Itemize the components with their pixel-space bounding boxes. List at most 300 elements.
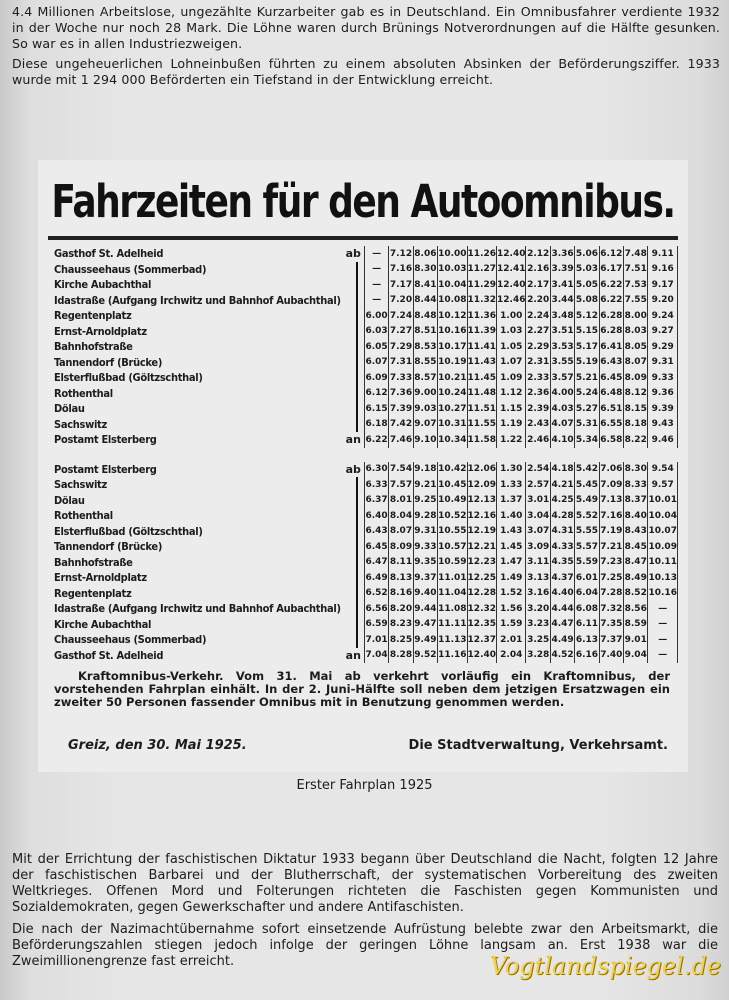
- departure-time: 11.26: [467, 246, 496, 262]
- departure-time: 12.16: [467, 508, 496, 524]
- timetable-row: [54, 570, 678, 586]
- departure-time: 6.00: [364, 308, 388, 324]
- departure-time: 11.16: [438, 648, 467, 664]
- departure-time: 7.17: [389, 277, 413, 293]
- departure-time: 12.35: [467, 617, 496, 633]
- departure-time: 4.31: [550, 524, 574, 540]
- departure-time: 5.24: [575, 386, 599, 402]
- departure-time: 3.39: [550, 262, 574, 278]
- departure-time: —: [364, 277, 388, 293]
- departure-time: 9.36: [648, 386, 678, 402]
- stop-name: Elsterflußbad (Göltzschthal): [54, 371, 203, 385]
- departure-time: 6.59: [364, 617, 388, 633]
- arrival-departure-mark: [344, 570, 364, 586]
- departure-time: 12.21: [467, 539, 496, 555]
- departure-time: 7.39: [389, 401, 413, 417]
- departure-time: 8.13: [389, 570, 413, 586]
- departure-time: 8.41: [413, 277, 437, 293]
- departure-time: 2.54: [526, 462, 550, 478]
- departure-time: 9.39: [648, 401, 678, 417]
- departure-time: 9.46: [648, 432, 678, 448]
- departure-time: 3.11: [526, 555, 550, 571]
- stop-name: Tannendorf (Brücke): [54, 540, 163, 554]
- timetable-row: [54, 277, 678, 293]
- departure-time: 11.36: [467, 308, 496, 324]
- departure-time: 7.36: [389, 386, 413, 402]
- departure-time: 4.37: [550, 570, 574, 586]
- departure-time: 12.13: [467, 493, 496, 509]
- departure-time: 9.24: [648, 308, 678, 324]
- departure-time: 1.12: [497, 386, 526, 402]
- departure-time: 12.06: [467, 462, 496, 478]
- departure-time: 7.35: [599, 617, 623, 633]
- departure-time: 10.59: [438, 555, 467, 571]
- stop-name: Dölau: [54, 493, 85, 507]
- outro-paragraph-1: Mit der Errichtung der faschistischen Diktatur 1933 begann über Deutschland die Nacht, folgten 12 Jahre der faschistischen Barbarei und der Blutherrschaft, der systematischen Vorbereitung des zweiten Weltkrieges. Offenen Mord und Folterungen richteten die Faschisten gegen Kommunisten und Sozialdemokraten, gegen Gewerkschafter und andere Antifaschisten.: [12, 852, 718, 915]
- watermark: Vogtlandspiegel.de: [489, 952, 721, 980]
- departure-time: 11.55: [467, 417, 496, 433]
- departure-time: 11.04: [438, 586, 467, 602]
- departure-time: —: [364, 246, 388, 262]
- timetable-row: [54, 324, 678, 340]
- departure-time: 4.40: [550, 586, 574, 602]
- departure-time: 6.51: [599, 401, 623, 417]
- departure-time: 12.28: [467, 586, 496, 602]
- departure-time: 6.11: [575, 617, 599, 633]
- arrival-departure-mark: an: [345, 433, 361, 447]
- departure-time: 8.16: [389, 586, 413, 602]
- departure-time: 6.45: [364, 539, 388, 555]
- departure-time: 7.28: [599, 586, 623, 602]
- departure-time: 5.45: [575, 477, 599, 493]
- stop-name: Bahnhofstraße: [54, 555, 133, 569]
- departure-time: 12.19: [467, 524, 496, 540]
- departure-time: 6.45: [599, 370, 623, 386]
- departure-time: 8.28: [389, 648, 413, 664]
- departure-time: 9.33: [413, 539, 437, 555]
- stop-name: Elsterflußbad (Göltzschthal): [54, 524, 203, 538]
- departure-time: 9.00: [413, 386, 437, 402]
- departure-time: 6.09: [364, 370, 388, 386]
- stop-name: Regentenplatz: [54, 586, 132, 600]
- stop-name: Kirche Aubachthal: [54, 278, 152, 292]
- departure-time: 8.20: [389, 601, 413, 617]
- departure-time: 7.33: [389, 370, 413, 386]
- arrival-departure-mark: [344, 386, 364, 402]
- arrival-departure-mark: [344, 477, 364, 493]
- departure-time: 11.08: [438, 601, 467, 617]
- timetable-row: [54, 632, 678, 648]
- arrival-departure-mark: [344, 493, 364, 509]
- arrival-departure-mark: [344, 370, 364, 386]
- stop-name: Rothenthal: [54, 386, 113, 400]
- departure-time: 9.27: [648, 324, 678, 340]
- departure-time: 4.00: [550, 386, 574, 402]
- stop-name: Gasthof St. Adelheid: [54, 648, 164, 662]
- departure-time: 12.32: [467, 601, 496, 617]
- departure-time: 5.27: [575, 401, 599, 417]
- timetable-row: [54, 586, 678, 602]
- departure-time: 9.28: [413, 508, 437, 524]
- departure-time: 7.16: [599, 508, 623, 524]
- notice-text: [54, 670, 670, 709]
- departure-time: 10.27: [438, 401, 467, 417]
- departure-time: 6.03: [364, 324, 388, 340]
- departure-time: 6.22: [364, 432, 388, 448]
- departure-time: 8.57: [413, 370, 437, 386]
- figure-caption: Erster Fahrplan 1925: [296, 778, 433, 793]
- departure-time: —: [364, 262, 388, 278]
- departure-time: 12.40: [497, 277, 526, 293]
- departure-time: 5.34: [575, 432, 599, 448]
- departure-time: 2.43: [526, 417, 550, 433]
- place-date: Greiz, den 30. Mai 1925.: [68, 738, 247, 753]
- signature: Die Stadtverwaltung, Verkehrsamt.: [408, 738, 668, 753]
- departure-time: 3.57: [550, 370, 574, 386]
- departure-time: 10.17: [438, 339, 467, 355]
- departure-time: 9.10: [413, 432, 437, 448]
- departure-time: 3.01: [526, 493, 550, 509]
- arrival-departure-mark: [344, 617, 364, 633]
- departure-time: 8.56: [624, 601, 648, 617]
- departure-time: 12.37: [467, 632, 496, 648]
- timetable-row: [54, 601, 678, 617]
- departure-time: 3.36: [550, 246, 574, 262]
- departure-time: 11.45: [467, 370, 496, 386]
- stop-name: Postamt Elsterberg: [54, 462, 157, 476]
- departure-time: 7.48: [624, 246, 648, 262]
- departure-time: 9.07: [413, 417, 437, 433]
- stop-name: Ernst-Arnoldplatz: [54, 324, 147, 338]
- departure-time: 9.11: [648, 246, 678, 262]
- departure-time: 2.24: [526, 308, 550, 324]
- departure-time: 7.09: [599, 477, 623, 493]
- departure-time: 6.12: [599, 246, 623, 262]
- departure-time: 8.45: [624, 539, 648, 555]
- departure-time: 3.20: [526, 601, 550, 617]
- departure-time: 5.59: [575, 555, 599, 571]
- departure-time: 3.41: [550, 277, 574, 293]
- departure-time: 11.48: [467, 386, 496, 402]
- section-gap-cell: [54, 448, 678, 462]
- departure-time: 10.21: [438, 370, 467, 386]
- departure-time: 7.53: [624, 277, 648, 293]
- departure-time: 6.13: [575, 632, 599, 648]
- departure-time: 4.35: [550, 555, 574, 571]
- departure-time: 4.49: [550, 632, 574, 648]
- departure-time: 9.31: [413, 524, 437, 540]
- departure-time: 7.04: [364, 648, 388, 664]
- departure-time: 3.07: [526, 524, 550, 540]
- intro-paragraph-1: 4.4 Millionen Arbeitslose, ungezählte Kurzarbeiter gab es in Deutschland. Ein Omnibusfahrer verdiente 1932 in der Woche nur noch 28 Mark. Die Löhne waren durch Brünings Notverordnungen auf die Hälfte gesunken. So war es in allen Industriezweigen.: [12, 4, 720, 51]
- departure-time: 6.05: [364, 339, 388, 355]
- departure-time: 9.49: [413, 632, 437, 648]
- departure-time: 1.19: [497, 417, 526, 433]
- departure-time: 4.07: [550, 417, 574, 433]
- departure-time: 3.48: [550, 308, 574, 324]
- departure-time: 7.51: [624, 262, 648, 278]
- timetable-row: [54, 508, 678, 524]
- timetable-row: [54, 308, 678, 324]
- departure-time: 9.40: [413, 586, 437, 602]
- arrival-departure-mark: [344, 586, 364, 602]
- departure-time: 8.06: [413, 246, 437, 262]
- departure-time: 8.23: [389, 617, 413, 633]
- departure-time: 7.54: [389, 462, 413, 478]
- stop-name: Dölau: [54, 402, 85, 416]
- stop-name: Bahnhofstraße: [54, 340, 133, 354]
- departure-time: 6.43: [364, 524, 388, 540]
- departure-time: 10.04: [438, 277, 467, 293]
- departure-time: 8.30: [413, 262, 437, 278]
- departure-time: 8.11: [389, 555, 413, 571]
- departure-time: 10.57: [438, 539, 467, 555]
- section-gap: [54, 448, 678, 462]
- arrival-departure-mark: an: [345, 648, 361, 662]
- departure-time: 6.37: [364, 493, 388, 509]
- departure-time: 2.01: [497, 632, 526, 648]
- departure-time: 11.39: [467, 324, 496, 340]
- timetable-body: [54, 246, 678, 663]
- stop-name: Idastraße (Aufgang Irchwitz und Bahnhof Aubachthal): [54, 602, 341, 616]
- departure-time: 4.28: [550, 508, 574, 524]
- departure-time: 7.40: [599, 648, 623, 664]
- timetable-row: [54, 262, 678, 278]
- departure-time: 10.04: [648, 508, 678, 524]
- arrival-departure-mark: ab: [345, 247, 361, 261]
- departure-time: 9.21: [413, 477, 437, 493]
- departure-time: 10.49: [438, 493, 467, 509]
- timetable-row: [54, 524, 678, 540]
- departure-time: 7.57: [389, 477, 413, 493]
- departure-time: 12.40: [467, 648, 496, 664]
- departure-time: 11.41: [467, 339, 496, 355]
- departure-time: 9.35: [413, 555, 437, 571]
- departure-time: 2.12: [526, 246, 550, 262]
- departure-time: 9.37: [413, 570, 437, 586]
- departure-time: 8.44: [413, 293, 437, 309]
- departure-time: 1.03: [497, 324, 526, 340]
- departure-time: 4.03: [550, 401, 574, 417]
- departure-time: 5.05: [575, 277, 599, 293]
- departure-time: 10.16: [438, 324, 467, 340]
- departure-time: 10.16: [648, 586, 678, 602]
- departure-time: 8.07: [389, 524, 413, 540]
- departure-time: 8.55: [413, 355, 437, 371]
- arrival-departure-mark: [344, 539, 364, 555]
- direction-arrow-outbound: [356, 262, 358, 433]
- arrival-departure-mark: [344, 508, 364, 524]
- stop-name: Postamt Elsterberg: [54, 433, 157, 447]
- departure-time: 8.49: [624, 570, 648, 586]
- arrival-departure-mark: [344, 339, 364, 355]
- timetable-row: [54, 386, 678, 402]
- departure-time: 9.44: [413, 601, 437, 617]
- departure-time: 8.18: [624, 417, 648, 433]
- timetable-row: [54, 339, 678, 355]
- departure-time: 12.25: [467, 570, 496, 586]
- departure-time: 10.09: [648, 539, 678, 555]
- departure-time: 4.52: [550, 648, 574, 664]
- departure-time: 7.27: [389, 324, 413, 340]
- arrival-departure-mark: [344, 524, 364, 540]
- arrival-departure-mark: [344, 555, 364, 571]
- stop-name: Tannendorf (Brücke): [54, 355, 163, 369]
- departure-time: 3.25: [526, 632, 550, 648]
- departure-time: 7.29: [389, 339, 413, 355]
- departure-time: 8.15: [624, 401, 648, 417]
- departure-time: 7.32: [599, 601, 623, 617]
- departure-time: 11.43: [467, 355, 496, 371]
- stop-name: Regentenplatz: [54, 309, 132, 323]
- departure-time: 3.04: [526, 508, 550, 524]
- departure-time: 1.22: [497, 432, 526, 448]
- departure-time: 2.33: [526, 370, 550, 386]
- title-rule: [48, 236, 678, 240]
- departure-time: 6.58: [599, 432, 623, 448]
- departure-time: 1.47: [497, 555, 526, 571]
- departure-time: —: [364, 293, 388, 309]
- signature-row: [68, 738, 668, 756]
- departure-time: 4.18: [550, 462, 574, 478]
- departure-time: 3.28: [526, 648, 550, 664]
- departure-time: 8.48: [413, 308, 437, 324]
- departure-time: 1.49: [497, 570, 526, 586]
- departure-time: 6.28: [599, 308, 623, 324]
- departure-time: 9.43: [648, 417, 678, 433]
- departure-time: 7.16: [389, 262, 413, 278]
- departure-time: 10.13: [648, 570, 678, 586]
- departure-time: 2.39: [526, 401, 550, 417]
- departure-time: 10.03: [438, 262, 467, 278]
- departure-time: 10.01: [648, 493, 678, 509]
- departure-time: 1.00: [497, 308, 526, 324]
- departure-time: 3.44: [550, 293, 574, 309]
- departure-time: 7.55: [624, 293, 648, 309]
- departure-time: 9.33: [648, 370, 678, 386]
- departure-time: 1.40: [497, 508, 526, 524]
- departure-time: 12.09: [467, 477, 496, 493]
- arrival-departure-mark: [344, 417, 364, 433]
- departure-time: 7.19: [599, 524, 623, 540]
- departure-time: 6.55: [599, 417, 623, 433]
- departure-time: 8.30: [624, 462, 648, 478]
- departure-time: 6.07: [364, 355, 388, 371]
- departure-time: 6.47: [364, 555, 388, 571]
- departure-time: 6.41: [599, 339, 623, 355]
- departure-time: 7.37: [599, 632, 623, 648]
- timetable-row: [54, 477, 678, 493]
- departure-time: 2.36: [526, 386, 550, 402]
- departure-time: 10.11: [648, 555, 678, 571]
- departure-time: 3.23: [526, 617, 550, 633]
- departure-time: 5.15: [575, 324, 599, 340]
- departure-time: 8.00: [624, 308, 648, 324]
- departure-time: 10.45: [438, 477, 467, 493]
- departure-time: 8.07: [624, 355, 648, 371]
- departure-time: 9.20: [648, 293, 678, 309]
- departure-time: 6.28: [599, 324, 623, 340]
- departure-time: 9.31: [648, 355, 678, 371]
- timetable-row: [54, 432, 678, 448]
- departure-time: 9.04: [624, 648, 648, 664]
- departure-time: 6.22: [599, 277, 623, 293]
- departure-time: 6.16: [575, 648, 599, 664]
- departure-time: 7.13: [599, 493, 623, 509]
- departure-time: 10.07: [648, 524, 678, 540]
- departure-time: 1.56: [497, 601, 526, 617]
- departure-time: 2.57: [526, 477, 550, 493]
- departure-time: 1.37: [497, 493, 526, 509]
- departure-time: 10.34: [438, 432, 467, 448]
- arrival-departure-mark: [344, 293, 364, 309]
- departure-time: 5.52: [575, 508, 599, 524]
- departure-time: —: [648, 632, 678, 648]
- departure-time: 7.21: [599, 539, 623, 555]
- departure-time: 6.12: [364, 386, 388, 402]
- stop-name: Rothenthal: [54, 509, 113, 523]
- departure-time: 6.04: [575, 586, 599, 602]
- timetable-row: [54, 355, 678, 371]
- departure-time: 9.18: [413, 462, 437, 478]
- departure-time: 5.17: [575, 339, 599, 355]
- departure-time: 4.10: [550, 432, 574, 448]
- departure-time: 9.17: [648, 277, 678, 293]
- departure-time: 9.52: [413, 648, 437, 664]
- poster-title: Fahrzeiten für den Autoomnibus.: [51, 176, 675, 229]
- departure-time: 5.19: [575, 355, 599, 371]
- arrival-departure-mark: [344, 401, 364, 417]
- departure-time: 7.06: [599, 462, 623, 478]
- departure-time: 10.12: [438, 308, 467, 324]
- departure-time: 11.13: [438, 632, 467, 648]
- departure-time: 3.51: [550, 324, 574, 340]
- arrival-departure-mark: ab: [345, 462, 361, 476]
- departure-time: 5.06: [575, 246, 599, 262]
- arrival-departure-mark: [344, 355, 364, 371]
- departure-time: 9.47: [413, 617, 437, 633]
- departure-time: 6.52: [364, 586, 388, 602]
- departure-time: 11.01: [438, 570, 467, 586]
- departure-time: 5.12: [575, 308, 599, 324]
- departure-time: 11.27: [467, 262, 496, 278]
- departure-time: 7.42: [389, 417, 413, 433]
- departure-time: 5.55: [575, 524, 599, 540]
- departure-time: 1.15: [497, 401, 526, 417]
- stop-name: Chausseehaus (Sommerbad): [54, 262, 207, 276]
- departure-time: —: [648, 617, 678, 633]
- departure-time: 12.40: [497, 246, 526, 262]
- departure-time: 12.46: [497, 293, 526, 309]
- departure-time: 6.49: [364, 570, 388, 586]
- timetable-row: [54, 401, 678, 417]
- departure-time: 3.09: [526, 539, 550, 555]
- arrival-departure-mark: [344, 324, 364, 340]
- departure-time: 5.03: [575, 262, 599, 278]
- timetable-row: [54, 462, 678, 478]
- direction-arrow-inbound: [356, 477, 358, 648]
- departure-time: 2.31: [526, 355, 550, 371]
- departure-time: 7.46: [389, 432, 413, 448]
- departure-time: 10.55: [438, 524, 467, 540]
- departure-time: 1.05: [497, 339, 526, 355]
- timetable-poster: [38, 160, 688, 772]
- timetable-row: [54, 293, 678, 309]
- stop-name: Sachswitz: [54, 478, 107, 492]
- departure-time: 6.30: [364, 462, 388, 478]
- departure-time: 2.46: [526, 432, 550, 448]
- departure-time: 6.22: [599, 293, 623, 309]
